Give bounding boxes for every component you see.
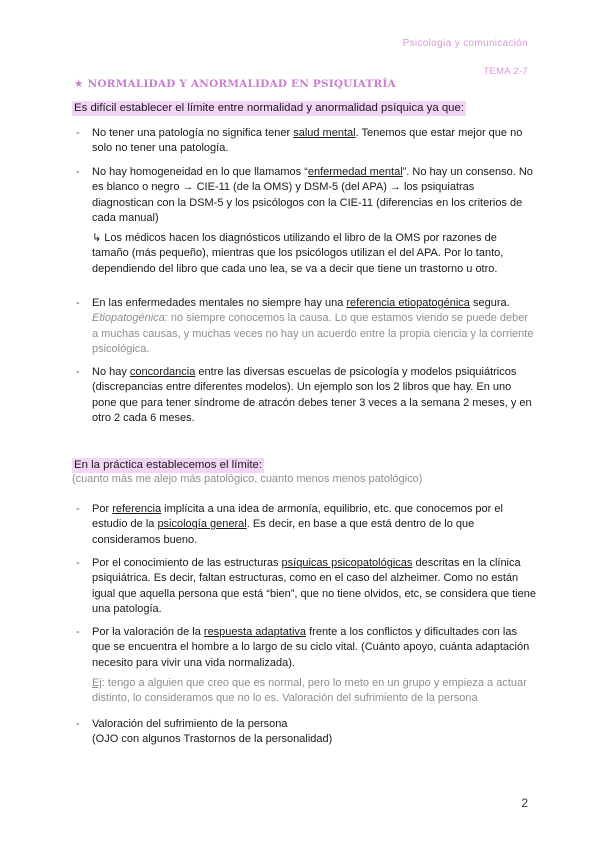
example-label: Ej (92, 676, 102, 689)
star-icon: ★ (74, 78, 84, 90)
list-item (76, 556, 536, 617)
item-text: frente a los conflictos y dificultades con las que se encuentra el hombre a lo largo de su ciclo vital. (Cuánto apoyo, cuánta adaptación necesito para vivir una vida normalizada). (92, 626, 530, 669)
item-text: Por el conocimiento de las estructuras (92, 557, 282, 569)
item-text: Por (92, 503, 113, 515)
example-text: : tengo a alguien que creo que es normal, pero lo meto en un grupo y empieza a actuar distinto, lo consideramos que no lo es. Valoración del sufrimiento de la persona (92, 676, 527, 705)
list-item (76, 502, 536, 548)
underlined-term: respuesta adaptativa (203, 626, 307, 638)
item-text: segura. (469, 297, 510, 309)
bullet-dash: - (76, 557, 80, 569)
list-item (76, 296, 536, 357)
underlined-term: referencia etiopatogénica (346, 297, 470, 309)
note-text: no siempre conocemos la causa. Lo que estamos viendo se puede deber a muchas causas, y muchas veces no hay un acuerdo entre la propia ciencia y la corriente psicológica. (92, 312, 534, 355)
note-label: Etiopatogénica: (92, 312, 168, 325)
item-text: No tener una patología no significa tener (92, 127, 294, 139)
item-text: ”. No hay un consenso. No es blanco o negro → CIE-11 (de la OMS) y DSM-5 (del APA) → los psiquiatras diagnostican con la DSM-5 y los psicólogos con la CIE-11 (diferencias en los criterios de cada manual) (92, 166, 533, 224)
section2-subheading: (cuanto más me alejo más patológico, cuanto menos menos patológico) (72, 473, 423, 485)
item-text: No hay (92, 366, 130, 378)
underlined-term: concordancia (129, 366, 196, 378)
underlined-term: psicología general (157, 518, 247, 531)
page-title (74, 78, 396, 90)
header-course: Psicología y comunicación (402, 38, 528, 49)
underlined-term: enfermedad mental (307, 166, 403, 178)
bullet-dash: - (76, 366, 80, 378)
item-text: . Tenemos que estar mejor que no solo no tener una patología. (92, 127, 523, 155)
page-title-text: NORMALIDAD Y ANORMALIDAD EN PSIQUIATRÍA (87, 78, 396, 90)
list-item (76, 625, 536, 706)
final-line-1: Valoración del sufrimiento de la persona (92, 718, 288, 730)
underlined-term: salud mental (293, 127, 356, 139)
bullet-dash: - (76, 503, 80, 515)
section2-heading: En la práctica establecemos el límite: (74, 459, 263, 471)
item-text: . Es decir, en base a que está dentro de lo que consideramos bueno. (92, 518, 475, 546)
item-text: entre las diversas escuelas de psicología y modelos psiquiátricos (discrepancias entre diferentes modelos). Un ejemplo son los 2 libros que hay. En uno pone que para tener síndrome de atracón debes tener 3 veces a la semana 2 meses, y en otro 2 cada 6 meses. (92, 366, 532, 424)
bullet-dash: - (76, 127, 80, 139)
final-item (76, 717, 536, 748)
underlined-term: referencia (112, 503, 162, 515)
item-text: implícita a una idea de armonía, equilibrio, etc. que conocemos por el estudio de la (92, 503, 503, 531)
final-line-2: (OJO con algunos Trastornos de la personalidad) (92, 733, 333, 746)
list-item (76, 165, 536, 277)
item-text: descritas en la clínica psiquiátrica. Es decir, faltan estructuras, como en el caso del alzheimer. Como no están igual que aquella persona que está “bien”, que no tiene olvidos, etc, se considera que tiene una patología. (92, 557, 536, 615)
list-item (76, 126, 536, 157)
bullet-dash: - (76, 297, 80, 309)
bullet-dash: - (76, 166, 80, 178)
item-subnote: ↳ Los médicos hacen los diagnósticos utilizando el libro de la OMS por razones de tamaño (más pequeño), mientras que los psicólogos utilizan el del APA. Por lo tanto, dependiendo del libro que cada uno lea, se va a decir que tiene un trastorno u otro. (92, 232, 504, 275)
bullet-dash: - (76, 718, 80, 730)
list-item (76, 365, 536, 426)
bullet-dash: - (76, 626, 80, 638)
header-tema: TEMA 2-7 (483, 66, 528, 77)
item-text: En las enfermedades mentales no siempre hay una (92, 297, 347, 309)
item-text: Por la valoración de la (92, 626, 204, 638)
underlined-term: psíquicas psicopatológicas (281, 557, 413, 569)
item-text: No hay homogeneidad en lo que llamamos “ (92, 166, 308, 178)
page-number: 2 (521, 796, 528, 810)
section1-heading: Es difícil establecer el límite entre normalidad y anormalidad psíquica ya que: (74, 102, 465, 114)
